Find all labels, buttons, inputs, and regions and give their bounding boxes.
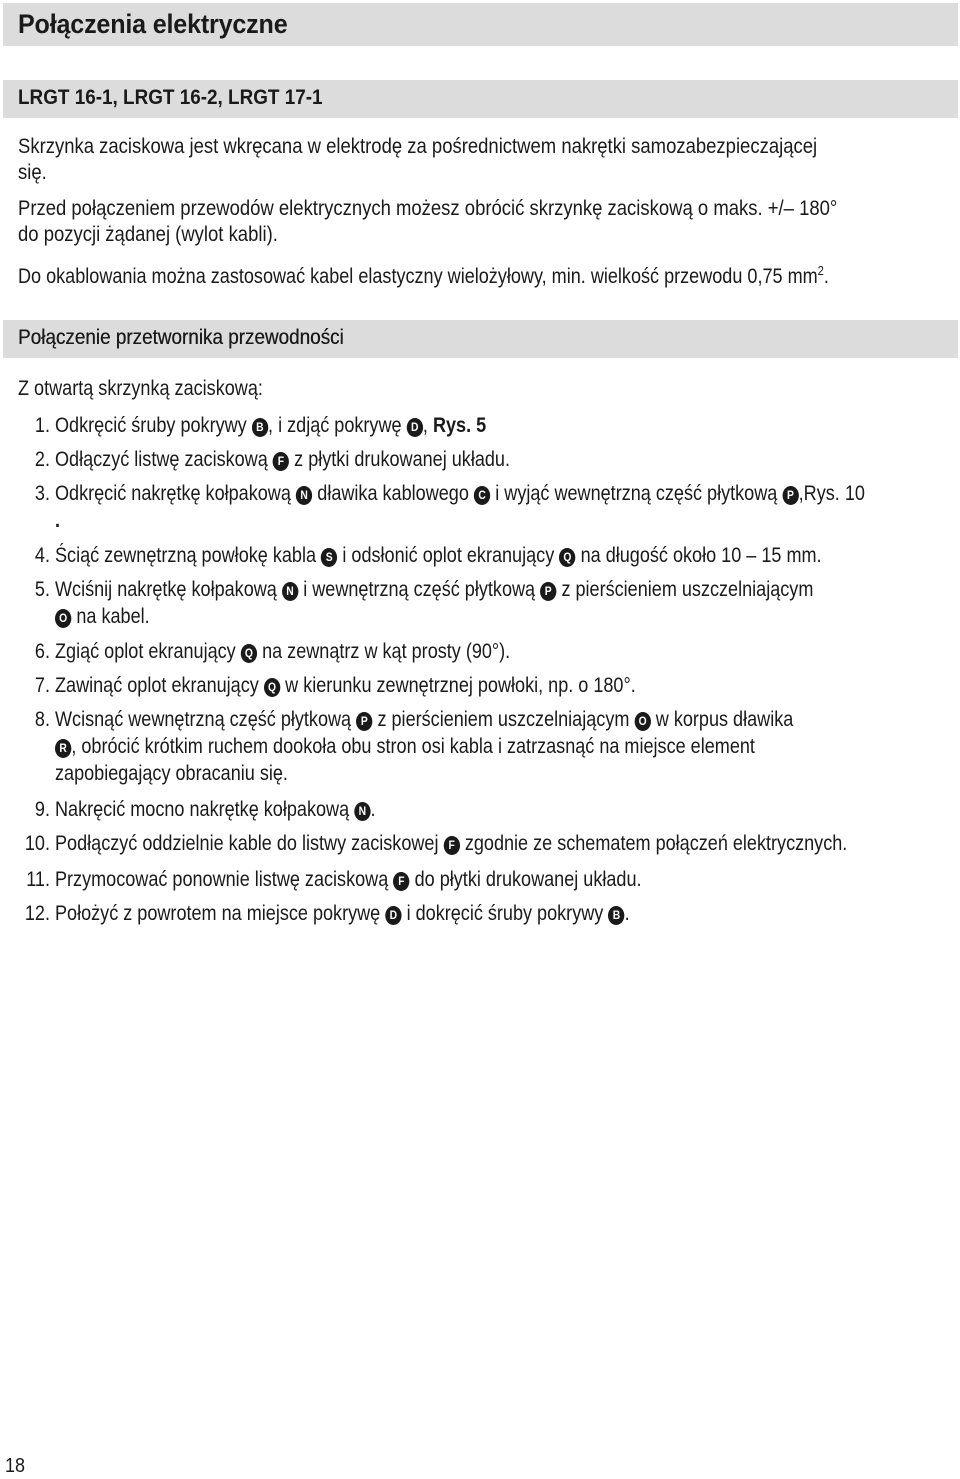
step-text-segment: z pierścieniem uszczelniającym — [556, 578, 814, 601]
step-text — [55, 576, 813, 630]
step-text-segment: Ściąć zewnętrzną powłokę kabla — [55, 544, 322, 567]
reference-badge: D — [385, 906, 401, 925]
reference-badge: B — [252, 418, 268, 437]
step-text — [55, 672, 636, 699]
step-text-segment: Zawinąć oplot ekranujący — [55, 674, 264, 697]
step-text-segment: . — [624, 902, 630, 925]
conductivity-heading: Połączenie przetwornika przewodności — [18, 326, 344, 349]
step-text-segment: i dokręcić śruby pokrywy — [401, 902, 609, 925]
page-title: Połączenia elektryczne — [18, 9, 288, 39]
reference-badge: B — [608, 906, 624, 925]
reference-badge: P — [782, 486, 798, 505]
step-text-segment: Wciśnij nakrętkę kołpakową — [55, 578, 282, 601]
paragraph-cable-text: Do okablowania można zastosować kabel elastyczny wielożyłowy, min. wielkość przewodu 0,75 mm — [18, 265, 818, 288]
step-number: 12. — [24, 902, 50, 925]
step-number: 1. — [34, 414, 50, 437]
reference-badge: C — [474, 486, 490, 505]
step-number: 10. — [24, 832, 50, 855]
step-text-segment: w kierunku zewnętrznej powłoki, np. o 180°. — [280, 674, 636, 697]
step-text-segment: do płytki drukowanej układu. — [409, 868, 642, 891]
step-text-segment: , obrócić krótkim ruchem dookoła obu stron osi kabla i zatrzasnąć na miejsce element — [71, 735, 755, 758]
step-number: 3. — [34, 482, 50, 505]
reference-badge: N — [296, 486, 312, 505]
reference-badge: Q — [241, 644, 257, 663]
step-text-segment: Przymocować ponownie listwę zaciskową — [55, 868, 394, 891]
step-text-segment: Odkręcić śruby pokrywy — [55, 414, 252, 437]
reference-badge: R — [55, 739, 71, 758]
paragraph-rotation-line-2: do pozycji żądanej (wylot kabli). — [18, 223, 278, 246]
reference-badge: O — [55, 609, 71, 628]
reference-badge: F — [273, 452, 289, 471]
steps-intro: Z otwartą skrzynką zaciskową: — [18, 377, 263, 400]
reference-badge: S — [321, 548, 337, 567]
step-text — [55, 412, 486, 439]
step-text-segment: , — [422, 414, 433, 437]
step-number: 8. — [34, 708, 50, 731]
step-text-segment: , i zdjąć pokrywę — [268, 414, 407, 437]
reference-badge: N — [282, 582, 298, 601]
step-text-segment: Odkręcić nakrętkę kołpakową — [55, 482, 296, 505]
models-heading: LRGT 16-1, LRGT 16-2, LRGT 17-1 — [18, 86, 323, 109]
step-text-segment: i wyjąć wewnętrzną część płytkową — [490, 482, 783, 505]
step-text-segment: , — [798, 482, 804, 505]
step-text-segment: Nakręcić mocno nakrętkę kołpakową — [55, 798, 355, 821]
step-text-segment: w korpus dławika — [650, 708, 794, 731]
step-text-segment: . — [370, 798, 376, 821]
step-text-segment: zgodnie ze schematem połączeń elektrycznych. — [459, 832, 848, 855]
step-text-segment: Wcisnąć wewnętrzną część płytkową — [55, 708, 357, 731]
paragraph-rotation-line-1: Przed połączeniem przewodów elektrycznych możesz obrócić skrzynkę zaciskową o maks. +/– 180° — [18, 197, 838, 220]
reference-badge: N — [354, 802, 370, 821]
step-number: 11. — [26, 868, 50, 891]
step-text-segment: Położyć z powrotem na miejsce pokrywę — [55, 902, 386, 925]
step-text-segment: Odłączyć listwę zaciskową — [55, 448, 273, 471]
step-number: 9. — [34, 798, 50, 821]
reference-badge: P — [540, 582, 556, 601]
paragraph-mounting-line-2: się. — [18, 161, 47, 184]
step-text-segment: dławika kablowego — [312, 482, 474, 505]
paragraph-mounting-line-1: Skrzynka zaciskowa jest wkręcana w elektrodę za pośrednictwem nakrętki samozabezpieczającej — [18, 135, 818, 158]
step-text — [55, 480, 865, 534]
reference-badge: Q — [264, 678, 280, 697]
step-text-segment: na kabel. — [71, 605, 150, 628]
step-text — [55, 830, 847, 857]
step-text — [55, 796, 375, 823]
step-text-segment: Rys. 10 — [803, 482, 865, 505]
reference-badge: F — [443, 836, 459, 855]
reference-badge: D — [407, 418, 423, 437]
superscript: 2 — [817, 263, 824, 278]
step-text — [55, 542, 822, 569]
step-number: 5. — [34, 578, 50, 601]
step-text-segment: i wewnętrzną część płytkową — [298, 578, 541, 601]
step-text-segment: z płytki drukowanej układu. — [289, 448, 510, 471]
reference-badge: O — [634, 712, 650, 731]
step-number: 6. — [34, 640, 50, 663]
step-text — [55, 866, 642, 893]
reference-badge: Q — [559, 548, 575, 567]
step-text-segment: Podłączyć oddzielnie kable do listwy zaciskowej — [55, 832, 444, 855]
step-number: 4. — [34, 544, 50, 567]
figure-reference: Rys. 5 — [432, 414, 487, 437]
step-text-segment: na zewnątrz w kąt prosty (90°). — [257, 640, 511, 663]
step-text-segment: z pierścieniem uszczelniającym — [372, 708, 635, 731]
reference-badge: P — [356, 712, 372, 731]
reference-badge: F — [393, 872, 409, 891]
step-number: 2. — [34, 448, 50, 471]
step-text — [55, 706, 793, 787]
step-number: 7. — [34, 674, 50, 697]
figure-reference: . — [55, 509, 61, 532]
step-text — [55, 446, 510, 473]
step-text — [55, 638, 510, 665]
step-text-segment: na długość około 10 – 15 mm. — [575, 544, 822, 567]
step-text-segment: Zgiąć oplot ekranujący — [55, 640, 241, 663]
step-text-segment: i odsłonić oplot ekranujący — [337, 544, 560, 567]
paragraph-cable-end: . — [823, 265, 829, 288]
step-text-segment: zapobiegający obracaniu się. — [55, 762, 288, 785]
step-text — [55, 900, 630, 927]
page-number: 18 — [5, 1455, 26, 1477]
